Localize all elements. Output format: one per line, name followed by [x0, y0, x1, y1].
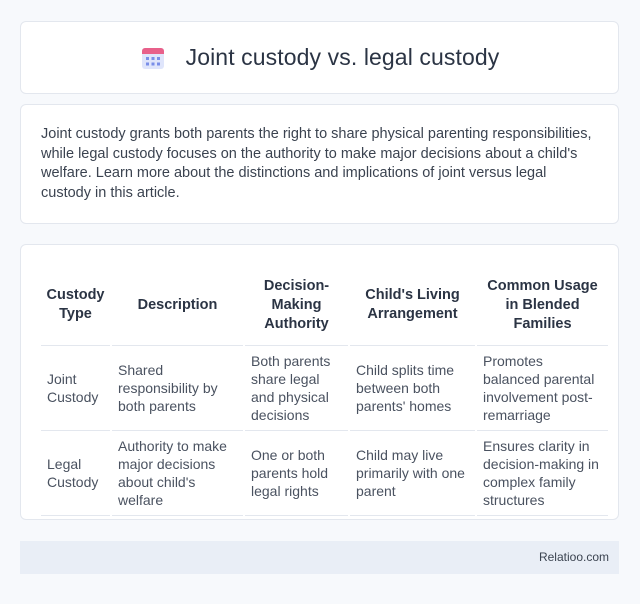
intro-paragraph: Joint custody grants both parents the right to share physical parenting responsibilities, while legal custody focuses on the authority to make major decisions about a child's welfare. Learn more about the distinctions and implications of joint versus legal custody in this article. [41, 126, 592, 201]
column-header: Common Usage in Blended Families [477, 265, 608, 346]
column-header: Description [112, 265, 243, 346]
table-header-row [41, 265, 608, 346]
table-cell: One or both parents hold legal rights [245, 431, 348, 516]
table-cell: Both parents share legal and physical decisions [245, 346, 348, 431]
table-cell: Child splits time between both parents' homes [350, 346, 475, 431]
title-card [20, 21, 619, 94]
table-cell: Joint Custody [41, 346, 110, 431]
table-cell: Shared responsibility by both parents [112, 346, 243, 431]
column-header: Custody Type [41, 265, 110, 346]
table-row [41, 431, 608, 516]
column-header: Decision-Making Authority [245, 265, 348, 346]
page-title: Joint custody vs. legal custody [185, 44, 500, 70]
table-cell: Legal Custody [41, 431, 110, 516]
table-cell: Ensures clarity in decision-making in complex family structures [477, 431, 608, 516]
table-card [20, 244, 619, 520]
footer [20, 541, 619, 574]
calendar-icon [140, 45, 166, 71]
intro-card [20, 104, 619, 224]
column-header: Child's Living Arrangement [350, 265, 475, 346]
comparison-table [39, 265, 610, 516]
table-cell: Authority to make major decisions about child's welfare [112, 431, 243, 516]
table-cell: Child may live primarily with one parent [350, 431, 475, 516]
footer-brand[interactable]: Relatioo.com [538, 550, 609, 564]
table-cell: Promotes balanced parental involvement post-remarriage [477, 346, 608, 431]
table-row [41, 346, 608, 431]
